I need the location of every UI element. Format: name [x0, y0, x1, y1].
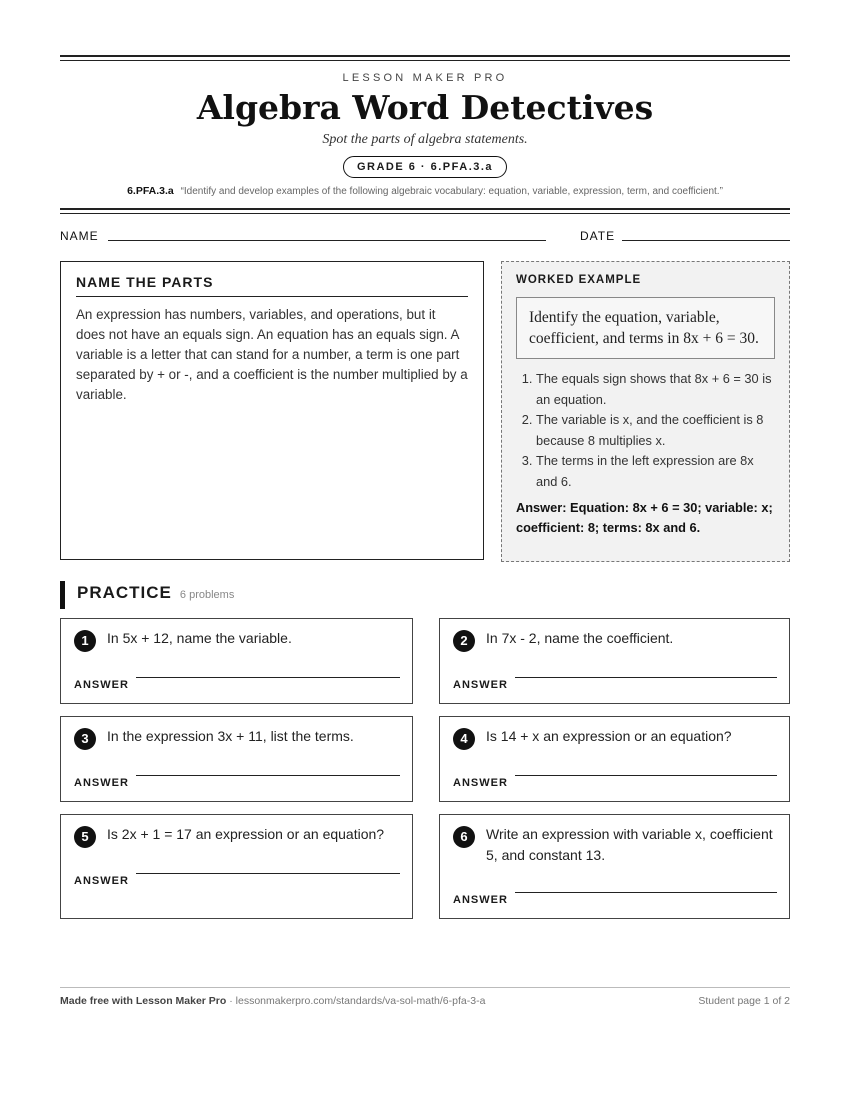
- problem-number-badge: 6: [453, 826, 475, 848]
- name-the-parts-box: [60, 261, 484, 560]
- answer-field-3[interactable]: [136, 775, 400, 776]
- worked-step: 3. The terms in the left expression are 8x and 6.: [536, 451, 775, 492]
- problem-number-badge: 1: [74, 630, 96, 652]
- answer-label: ANSWER: [453, 894, 508, 906]
- parts-body: An expression has numbers, variables, and operations, but it does not have an equals sign. An equation has an equals sign. A variable is a letter that can stand for a number, a term is one part separated by + or -, and a coefficient is the number multiplied by a variable.: [76, 307, 468, 402]
- answer-label: ANSWER: [453, 777, 508, 789]
- footer-made-with: Made free with Lesson Maker Pro: [60, 995, 227, 1007]
- answer-field-1[interactable]: [136, 677, 400, 678]
- header-bottom-rule: [60, 208, 790, 214]
- name-field[interactable]: [108, 240, 546, 241]
- problem-text: In the expression 3x + 11, list the terms.: [107, 728, 354, 744]
- answer-label: ANSWER: [74, 777, 129, 789]
- worked-example-heading: WORKED EXAMPLE: [516, 274, 642, 286]
- problem-number-badge: 3: [74, 728, 96, 750]
- standard-line: [60, 185, 790, 197]
- worked-example-box: [501, 261, 790, 562]
- problem-card-1: [60, 618, 413, 704]
- footer-page-number: Student page 1 of 2: [698, 995, 790, 1007]
- problem-card-5: [60, 814, 413, 919]
- problem-count: 6 problems: [179, 589, 235, 601]
- problem-text: Is 2x + 1 = 17 an expression or an equation?: [107, 826, 385, 842]
- answer-field-2[interactable]: [515, 677, 777, 678]
- standard-text: “Identify and develop examples of the following algebraic vocabulary: equation, variable, expression, term, and coefficient.”: [180, 186, 723, 197]
- worked-example-prompt: Identify the equation, variable, coefficient, and terms in 8x + 6 = 30.: [516, 297, 775, 359]
- worked-example-answer: Answer: Equation: 8x + 6 = 30; variable: x; coefficient: 8; terms: 8x and 6.: [516, 500, 773, 535]
- problem-card-6: [439, 814, 790, 919]
- page-footer: [60, 987, 790, 1007]
- practice-heading: PRACTICE: [77, 583, 172, 602]
- name-label: NAME: [60, 229, 99, 243]
- parts-heading: NAME THE PARTS: [76, 274, 468, 297]
- top-rule: [60, 55, 790, 61]
- brand-name: LESSON MAKER PRO: [342, 72, 508, 84]
- worksheet-page: [60, 0, 790, 1007]
- problem-number-badge: 5: [74, 826, 96, 848]
- problem-text: Write an expression with variable x, coefficient 5, and constant 13.: [486, 826, 773, 863]
- practice-header: [60, 581, 234, 609]
- footer-url: · lessonmakerpro.com/standards/va-sol-math/6-pfa-3-a: [226, 995, 486, 1007]
- problem-text: In 5x + 12, name the variable.: [107, 630, 292, 646]
- date-label: DATE: [580, 229, 616, 243]
- problem-text: In 7x - 2, name the coefficient.: [486, 630, 674, 646]
- answer-field-5[interactable]: [136, 873, 400, 874]
- worked-example-steps: [516, 369, 775, 492]
- date-field[interactable]: [622, 240, 790, 241]
- problem-card-3: [60, 716, 413, 802]
- problem-card-4: [439, 716, 790, 802]
- worked-step: 1. The equals sign shows that 8x + 6 = 30 is an equation.: [536, 369, 775, 410]
- answer-field-4[interactable]: [515, 775, 777, 776]
- name-date-row: [60, 229, 790, 245]
- answer-label: ANSWER: [74, 679, 129, 691]
- answer-label: ANSWER: [74, 875, 129, 887]
- answer-field-6[interactable]: [515, 892, 777, 893]
- problem-text: Is 14 + x an expression or an equation?: [486, 728, 732, 744]
- page-subtitle: Spot the parts of algebra statements.: [322, 132, 528, 147]
- page-title: Algebra Word Detectives: [196, 88, 654, 127]
- worked-step: 2. The variable is x, and the coefficient is 8 because 8 multiplies x.: [536, 410, 775, 451]
- grade-badge: GRADE 6 · 6.PFA.3.a: [343, 156, 507, 178]
- standard-code: 6.PFA.3.a: [127, 185, 174, 197]
- problem-card-2: [439, 618, 790, 704]
- problem-number-badge: 2: [453, 630, 475, 652]
- answer-label: ANSWER: [453, 679, 508, 691]
- problem-number-badge: 4: [453, 728, 475, 750]
